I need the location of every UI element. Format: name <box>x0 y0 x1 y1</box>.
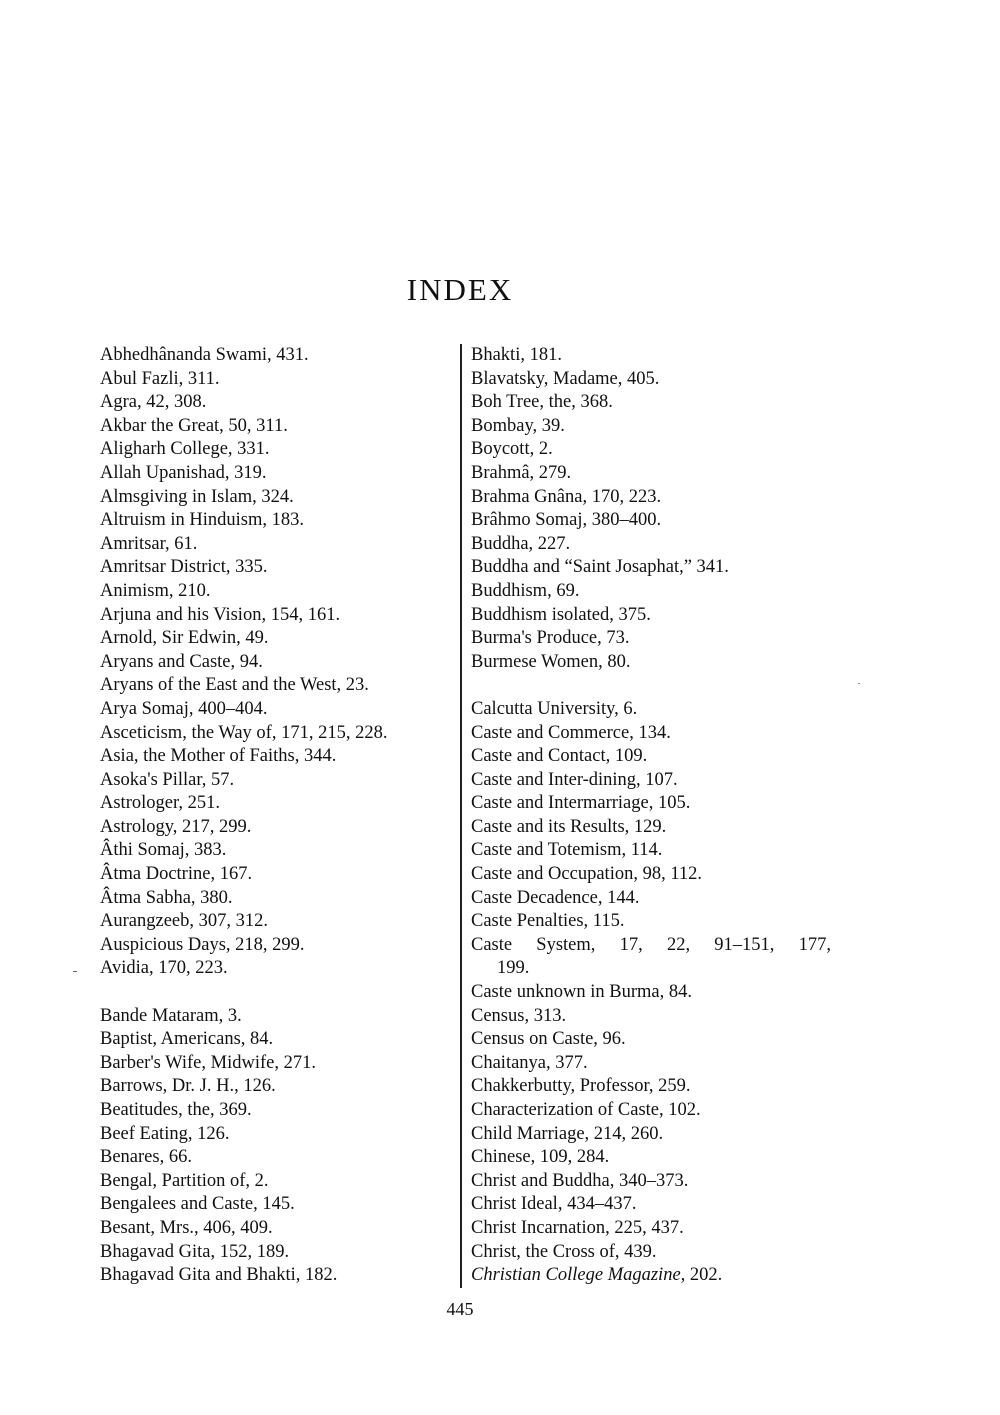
index-entry: Aryans and Caste, 94. <box>100 651 263 672</box>
index-column-right <box>471 344 831 1288</box>
index-entry: Agra, 42, 308. <box>100 392 207 413</box>
index-entry: Buddha, 227. <box>471 533 571 554</box>
index-entry: Beef Eating, 126. <box>100 1123 230 1144</box>
index-entry: Buddhism, 69. <box>471 580 580 601</box>
index-entry: Caste and Occupation, 98, 112. <box>471 864 703 885</box>
index-entry: Arjuna and his Vision, 154, 161. <box>100 604 341 625</box>
index-entry: Aryans of the East and the West, 23. <box>100 675 369 696</box>
index-entry: Arnold, Sir Edwin, 49. <box>100 628 269 649</box>
index-entry: Animism, 210. <box>100 580 211 601</box>
index-column-left <box>100 344 445 1288</box>
index-entry: Caste and Intermarriage, 105. <box>471 793 691 814</box>
index-entry: Aligharh College, 331. <box>100 439 270 460</box>
index-entry: Caste System, 17, 22, 91–151, 177, <box>471 934 831 955</box>
index-entry: Caste unknown in Burma, 84. <box>471 982 692 1003</box>
index-entry: Benares, 66. <box>100 1147 192 1168</box>
index-entry: Caste and Totemism, 114. <box>471 840 663 861</box>
index-entry: Christ and Buddha, 340–373. <box>471 1170 689 1191</box>
index-entry: Altruism in Hinduism, 183. <box>100 510 305 531</box>
index-entry: Amritsar, 61. <box>100 533 198 554</box>
index-entry: Asoka's Pillar, 57. <box>100 769 235 790</box>
index-entry: Christ, the Cross of, 439. <box>471 1241 657 1262</box>
index-entry: Burmese Women, 80. <box>471 651 631 672</box>
publication-title: Christian College Magazine, <box>471 1265 686 1286</box>
index-entry: Âtma Doctrine, 167. <box>100 864 253 885</box>
index-entry: Buddhism isolated, 375. <box>471 604 651 625</box>
index-entry-continuation: 199. <box>497 958 530 979</box>
index-entry: Besant, Mrs., 406, 409. <box>100 1217 273 1238</box>
index-entry: Akbar the Great, 50, 311. <box>100 415 288 436</box>
index-entry: Calcutta University, 6. <box>471 698 638 719</box>
index-entry: Caste Penalties, 115. <box>471 911 625 932</box>
index-entry: Brahma Gnâna, 170, 223. <box>471 486 662 507</box>
index-entry: Brahmâ, 279. <box>471 462 572 483</box>
index-entry: Burma's Produce, 73. <box>471 628 630 649</box>
index-entry: Caste and Contact, 109. <box>471 746 648 767</box>
index-entry: Census, 313. <box>471 1005 567 1026</box>
entry-pages: 202. <box>685 1265 723 1286</box>
index-entry: Brâhmo Somaj, 380–400. <box>471 510 662 531</box>
index-entry: Bande Mataram, 3. <box>100 1005 242 1026</box>
index-entry: Almsgiving in Islam, 324. <box>100 486 294 507</box>
index-entry: Bengalees and Caste, 145. <box>100 1194 295 1215</box>
index-entry: Caste and its Results, 129. <box>471 816 667 837</box>
page-number: 445 <box>446 1299 474 1319</box>
index-entry: Caste Decadence, 144. <box>471 887 640 908</box>
index-entry: Christ Ideal, 434–437. <box>471 1194 637 1215</box>
index-entry: Chakkerbutty, Professor, 259. <box>471 1076 691 1097</box>
index-entry: Abhedhânanda Swami, 431. <box>100 345 309 365</box>
index-entry: Bhagavad Gita and Bhakti, 182. <box>100 1265 338 1286</box>
column-divider <box>460 344 462 1288</box>
index-entry: Bengal, Partition of, 2. <box>100 1170 269 1191</box>
index-entry: Beatitudes, the, 369. <box>100 1100 252 1120</box>
index-entry: Barrows, Dr. J. H., 126. <box>100 1076 276 1097</box>
index-entry: Boh Tree, the, 368. <box>471 392 613 413</box>
index-entry: Caste and Commerce, 134. <box>471 722 671 743</box>
section-gap <box>471 674 831 698</box>
scan-mark <box>73 971 77 972</box>
section-gap <box>100 981 445 1005</box>
index-entry: Arya Somaj, 400–404. <box>100 698 268 719</box>
index-entry: Astrology, 217, 299. <box>100 816 252 837</box>
scan-mark <box>858 683 860 684</box>
index-entry: Boycott, 2. <box>471 439 553 460</box>
index-entry: Bombay, 39. <box>471 415 565 436</box>
index-entry: Child Marriage, 214, 260. <box>471 1123 664 1144</box>
index-entry: Auspicious Days, 218, 299. <box>100 934 305 955</box>
index-entry: Bhakti, 181. <box>471 345 562 365</box>
index-entry: Avidia, 170, 223. <box>100 958 228 979</box>
index-entry: Âtma Sabha, 380. <box>100 887 233 908</box>
index-entry: Baptist, Americans, 84. <box>100 1029 274 1050</box>
index-entry: Barber's Wife, Midwife, 271. <box>100 1052 316 1073</box>
index-entry: Astrologer, 251. <box>100 793 221 814</box>
index-entry: Buddha and “Saint Josaphat,” 341. <box>471 557 729 578</box>
index-entry: Bhagavad Gita, 152, 189. <box>100 1241 290 1262</box>
index-entry-italic <box>471 1264 831 1288</box>
index-entry: Amritsar District, 335. <box>100 557 268 578</box>
index-entry: Blavatsky, Madame, 405. <box>471 368 660 389</box>
index-entry: Abul Fazli, 311. <box>100 368 220 389</box>
index-entry: Asia, the Mother of Faiths, 344. <box>100 746 337 767</box>
index-entry: Allah Upanishad, 319. <box>100 462 267 483</box>
index-entry: Chinese, 109, 284. <box>471 1147 610 1168</box>
index-entry: Caste and Inter-dining, 107. <box>471 769 678 790</box>
index-entry: Chaitanya, 377. <box>471 1052 588 1073</box>
index-entry: Christ Incarnation, 225, 437. <box>471 1217 684 1238</box>
index-entry: Âthi Somaj, 383. <box>100 840 227 861</box>
index-entry: Characterization of Caste, 102. <box>471 1100 701 1120</box>
page-title: INDEX <box>406 272 514 307</box>
index-entry: Asceticism, the Way of, 171, 215, 228. <box>100 722 388 743</box>
index-entry: Aurangzeeb, 307, 312. <box>100 911 268 932</box>
index-entry: Census on Caste, 96. <box>471 1029 626 1050</box>
